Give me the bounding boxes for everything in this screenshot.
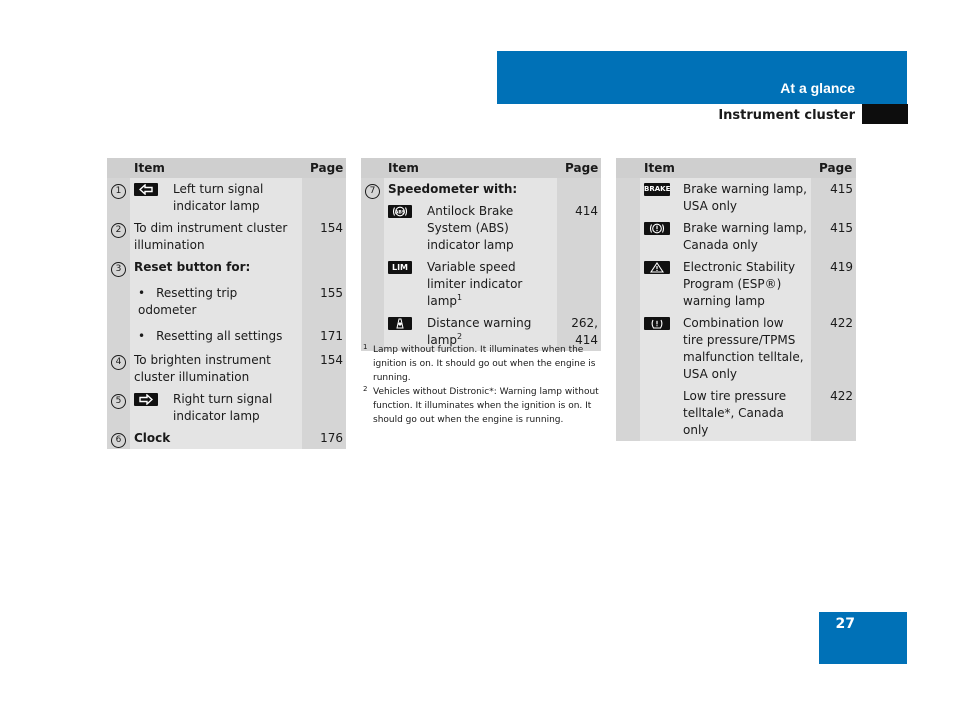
header-blank — [616, 158, 640, 178]
abs-lamp-icon — [388, 205, 412, 218]
footnote-mark: 1 — [363, 343, 368, 351]
item-number: 2 — [111, 223, 126, 238]
page-ref — [557, 256, 601, 312]
item-text: Electronic Stability Program (ESP®) warning lamp — [683, 260, 796, 308]
item-text-body: Distance warning lamp — [427, 316, 532, 347]
table-row — [107, 278, 346, 323]
header-page: Page — [302, 158, 346, 178]
table-row — [361, 256, 601, 312]
header-item: Item — [130, 158, 302, 178]
items-table-1 — [107, 158, 346, 449]
table-row — [616, 312, 856, 385]
item-number: 4 — [111, 355, 126, 370]
item-text — [427, 259, 553, 310]
item-number: 5 — [111, 394, 126, 409]
page-ref: 155 — [302, 278, 346, 323]
tire-pressure-lamp-icon — [644, 317, 670, 330]
section-title: At a glance — [780, 80, 855, 96]
table-header — [361, 158, 601, 178]
header-item: Item — [640, 158, 811, 178]
sub-title-marker — [862, 104, 908, 124]
page-ref: 415 — [811, 217, 856, 256]
table-row — [361, 200, 601, 256]
header-page: Page — [811, 158, 856, 178]
item-text: Antilock Brake System (ABS) indicator lamp — [427, 204, 514, 252]
right-arrow-lamp-icon — [134, 393, 158, 406]
header-page: Page — [557, 158, 601, 178]
page-ref: 422 — [811, 385, 856, 441]
item-text: Brake warning lamp, USA only — [683, 182, 807, 213]
page-ref: 176 — [302, 427, 346, 449]
page-ref: 419 — [811, 256, 856, 312]
item-text: To dim instrument cluster illumination — [130, 217, 302, 256]
table-row — [107, 217, 346, 256]
items-table-3 — [616, 158, 856, 441]
footnote-text: Lamp without function. It illuminates when the ignition is on. It should go out when the engine is running. — [373, 345, 596, 383]
table-row — [107, 427, 346, 449]
header-item: Item — [384, 158, 557, 178]
page-ref — [302, 178, 346, 217]
page-ref: 154 — [302, 217, 346, 256]
page-ref: 415 — [811, 178, 856, 217]
lim-lamp-icon: LIM — [388, 261, 412, 274]
table-header — [107, 158, 346, 178]
table-row — [107, 178, 346, 217]
table-row — [107, 349, 346, 388]
item-number: 6 — [111, 433, 126, 448]
left-arrow-lamp-icon — [134, 183, 158, 196]
table-row — [616, 256, 856, 312]
page-ref: 422 — [811, 312, 856, 385]
page-ref — [302, 388, 346, 427]
header-blank — [107, 158, 130, 178]
item-number: 3 — [111, 262, 126, 277]
item-text: Combination low tire pressure/TPMS malfunction telltale, USA only — [683, 316, 804, 381]
item-text: Low tire pressure telltale*, Canada only — [683, 389, 787, 437]
footnote-mark: 2 — [363, 385, 368, 393]
table-row — [107, 323, 346, 349]
page-ref — [302, 256, 346, 278]
brake-lamp-icon: BRAKE — [644, 183, 670, 196]
page-ref: 414 — [557, 200, 601, 256]
item-text: Right turn signal indicator lamp — [173, 392, 273, 423]
brake-circle-lamp-icon — [644, 222, 670, 235]
item-text: Left turn signal indicator lamp — [173, 182, 264, 213]
item-text: Brake warning lamp, Canada only — [683, 221, 807, 252]
item-number: 1 — [111, 184, 126, 199]
table-row — [361, 178, 601, 200]
sub-title: Instrument cluster — [718, 108, 855, 123]
table-row — [107, 256, 346, 278]
esp-triangle-lamp-icon — [644, 261, 670, 274]
footnote — [361, 385, 601, 427]
bullet-item: • Resetting all settings — [134, 328, 298, 345]
item-text: To brighten instrument cluster illumination — [130, 349, 302, 388]
footnote-ref: 2 — [457, 332, 463, 341]
table-row — [616, 178, 856, 217]
page-number: 27 — [835, 616, 855, 632]
page-ref — [557, 178, 601, 200]
page-ref: 154 — [302, 349, 346, 388]
footnotes — [361, 343, 601, 427]
footnote-text: Vehicles without Distronic*: Warning lamp without function. It illuminates when the ignition is on. It should go out when the engine is running. — [373, 387, 599, 425]
item-text-body: Variable speed limiter indicator lamp — [427, 260, 523, 308]
page-ref: 171 — [302, 323, 346, 349]
item-text: Clock — [130, 427, 302, 449]
table-row — [616, 385, 856, 441]
item-text: Speedometer with: — [384, 178, 557, 200]
footnote-ref: 1 — [457, 293, 463, 302]
item-number: 7 — [365, 184, 380, 199]
distance-warning-lamp-icon — [388, 317, 412, 330]
table-row — [107, 388, 346, 427]
header-blank — [361, 158, 384, 178]
bullet-item: • Resetting trip odometer — [134, 285, 298, 319]
header-band — [497, 51, 907, 104]
svg-text:ABS: ABS — [394, 210, 406, 216]
footnote — [361, 343, 601, 385]
table-header — [616, 158, 856, 178]
item-text: Reset button for: — [130, 256, 302, 278]
page-ref: 262, 414 — [557, 312, 601, 351]
items-table-2 — [361, 158, 601, 351]
table-row — [616, 217, 856, 256]
